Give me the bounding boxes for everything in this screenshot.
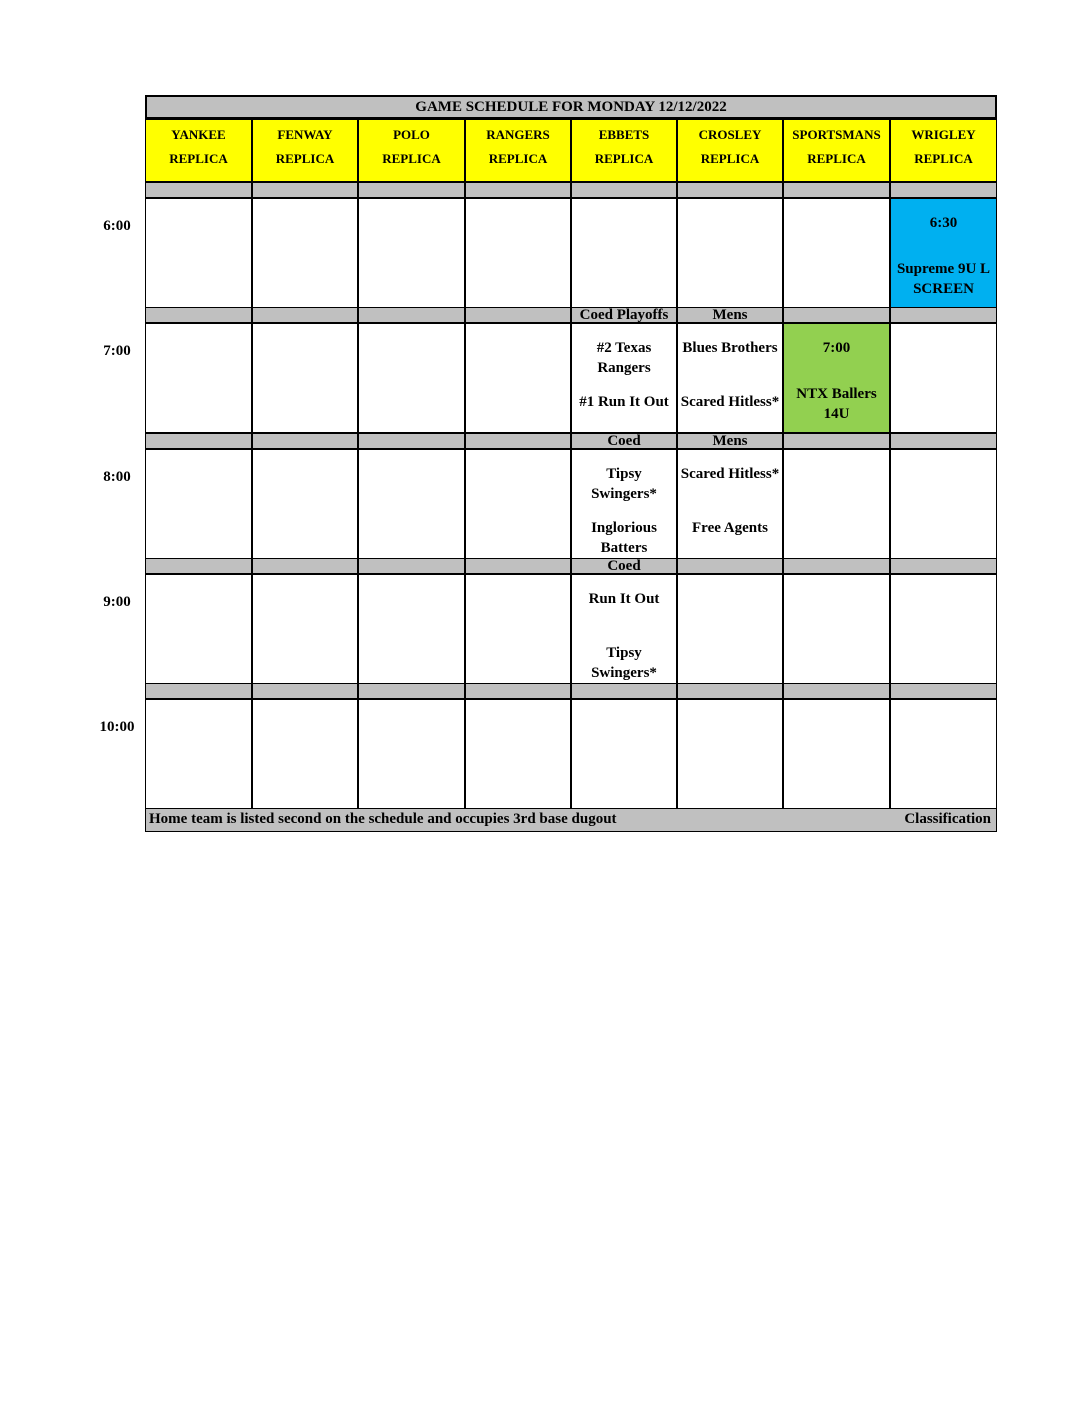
classification-cell — [252, 683, 358, 699]
time-label: 7:00 — [103, 343, 131, 359]
game-slot[interactable] — [783, 323, 890, 433]
field-header — [571, 119, 677, 182]
classification-cell — [358, 558, 465, 574]
empty-slot — [358, 699, 465, 809]
empty-slot — [890, 574, 997, 684]
game-time: 6:30 — [929, 215, 958, 231]
classification-cell — [890, 683, 997, 699]
empty-slot — [677, 198, 783, 308]
field-header — [358, 119, 465, 182]
footer-legend: Classification — [904, 811, 991, 827]
away-team: Blues Brothers — [682, 340, 778, 356]
empty-slot — [465, 449, 571, 559]
game-time: 7:00 — [822, 340, 851, 356]
empty-slot — [890, 323, 997, 433]
classification-cell — [890, 433, 997, 449]
empty-slot — [252, 323, 358, 433]
classification-cell — [252, 558, 358, 574]
field-name: POLO — [393, 127, 430, 142]
away-team: Tipsy Swingers* — [591, 466, 657, 502]
empty-slot — [465, 198, 571, 308]
game-slot[interactable] — [571, 449, 677, 559]
time-label: 9:00 — [103, 594, 131, 610]
field-name: CROSLEY — [698, 127, 762, 142]
classification-cell — [677, 182, 783, 198]
empty-slot — [571, 699, 677, 809]
empty-slot — [783, 198, 890, 308]
empty-slot — [465, 574, 571, 684]
classification-cell — [465, 307, 571, 323]
classification-cell — [358, 307, 465, 323]
classification-cell — [571, 182, 677, 198]
field-header — [145, 119, 252, 182]
home-team: Inglorious Batters — [591, 520, 657, 556]
empty-slot — [358, 449, 465, 559]
empty-slot — [145, 449, 252, 559]
field-subtitle: REPLICA — [275, 151, 335, 166]
empty-slot — [890, 699, 997, 809]
classification-cell: Coed — [571, 433, 677, 449]
empty-slot — [465, 323, 571, 433]
field-subtitle: REPLICA — [594, 151, 654, 166]
field-subtitle: REPLICA — [914, 151, 973, 166]
field-header — [465, 119, 571, 182]
footer-note: Home team is listed second on the schedule and occupies 3rd base dugout — [149, 811, 617, 827]
field-subtitle: REPLICA — [700, 151, 760, 166]
empty-slot — [783, 449, 890, 559]
time-label: 10:00 — [99, 719, 135, 735]
away-team: Run It Out — [588, 591, 660, 607]
game-slot[interactable] — [571, 574, 677, 684]
field-name: EBBETS — [598, 127, 650, 142]
schedule-title: GAME SCHEDULE FOR MONDAY 12/12/2022 — [145, 95, 997, 119]
empty-slot — [890, 449, 997, 559]
classification-cell — [890, 182, 997, 198]
field-name: SPORTSMANS — [792, 127, 881, 142]
empty-slot — [465, 699, 571, 809]
classification-cell — [145, 307, 252, 323]
classification-cell — [465, 182, 571, 198]
empty-slot — [677, 699, 783, 809]
classification-cell — [465, 433, 571, 449]
classification-cell — [890, 307, 997, 323]
field-subtitle: REPLICA — [382, 151, 441, 166]
classification-cell — [783, 683, 890, 699]
empty-slot — [145, 323, 252, 433]
away-team: Scared Hitless* — [680, 466, 780, 482]
field-header — [677, 119, 783, 182]
classification-cell — [358, 683, 465, 699]
team-name: NTX Ballers 14U — [796, 386, 877, 422]
empty-slot — [358, 198, 465, 308]
classification-cell — [571, 683, 677, 699]
classification-cell — [252, 182, 358, 198]
classification-cell — [252, 433, 358, 449]
game-slot[interactable] — [677, 323, 783, 433]
field-subtitle: REPLICA — [488, 151, 548, 166]
classification-cell — [677, 683, 783, 699]
classification-cell — [783, 182, 890, 198]
classification-cell — [145, 683, 252, 699]
empty-slot — [358, 323, 465, 433]
field-subtitle: REPLICA — [169, 151, 228, 166]
classification-cell — [465, 683, 571, 699]
classification-cell — [358, 433, 465, 449]
field-header — [252, 119, 358, 182]
classification-cell — [358, 182, 465, 198]
empty-slot — [145, 198, 252, 308]
empty-slot — [783, 574, 890, 684]
classification-cell — [783, 433, 890, 449]
time-label: 6:00 — [103, 218, 131, 234]
classification-cell: Mens — [677, 433, 783, 449]
classification-cell: Coed — [571, 558, 677, 574]
game-slot[interactable] — [571, 323, 677, 433]
home-team: #1 Run It Out — [579, 394, 669, 410]
schedule-footer — [145, 808, 997, 832]
field-name: WRIGLEY — [911, 127, 976, 142]
empty-slot — [252, 574, 358, 684]
empty-slot — [358, 574, 465, 684]
classification-cell — [783, 307, 890, 323]
classification-cell — [252, 307, 358, 323]
classification-cell — [145, 433, 252, 449]
field-header — [890, 119, 997, 182]
empty-slot — [252, 449, 358, 559]
home-team: Scared Hitless* — [680, 394, 780, 410]
empty-slot — [145, 574, 252, 684]
classification-cell — [465, 558, 571, 574]
field-name: FENWAY — [277, 127, 333, 142]
empty-slot — [145, 699, 252, 809]
game-slot[interactable] — [890, 198, 997, 308]
home-team: Tipsy Swingers* — [591, 645, 657, 681]
empty-slot — [783, 699, 890, 809]
field-name: YANKEE — [171, 127, 226, 142]
classification-cell — [783, 558, 890, 574]
game-slot[interactable] — [677, 449, 783, 559]
empty-slot — [571, 198, 677, 308]
empty-slot — [252, 699, 358, 809]
field-name: RANGERS — [486, 127, 550, 142]
team-name: Supreme 9U L SCREEN — [896, 261, 991, 297]
classification-cell: Coed Playoffs — [571, 307, 677, 323]
classification-cell — [145, 182, 252, 198]
field-header — [783, 119, 890, 182]
away-team: #2 Texas Rangers — [596, 340, 652, 376]
home-team: Free Agents — [692, 520, 768, 536]
empty-slot — [252, 198, 358, 308]
empty-slot — [677, 574, 783, 684]
field-subtitle: REPLICA — [807, 151, 866, 166]
classification-cell — [677, 558, 783, 574]
time-label: 8:00 — [103, 469, 131, 485]
classification-cell — [890, 558, 997, 574]
schedule-table — [145, 95, 997, 832]
classification-cell — [145, 558, 252, 574]
classification-cell: Mens — [677, 307, 783, 323]
